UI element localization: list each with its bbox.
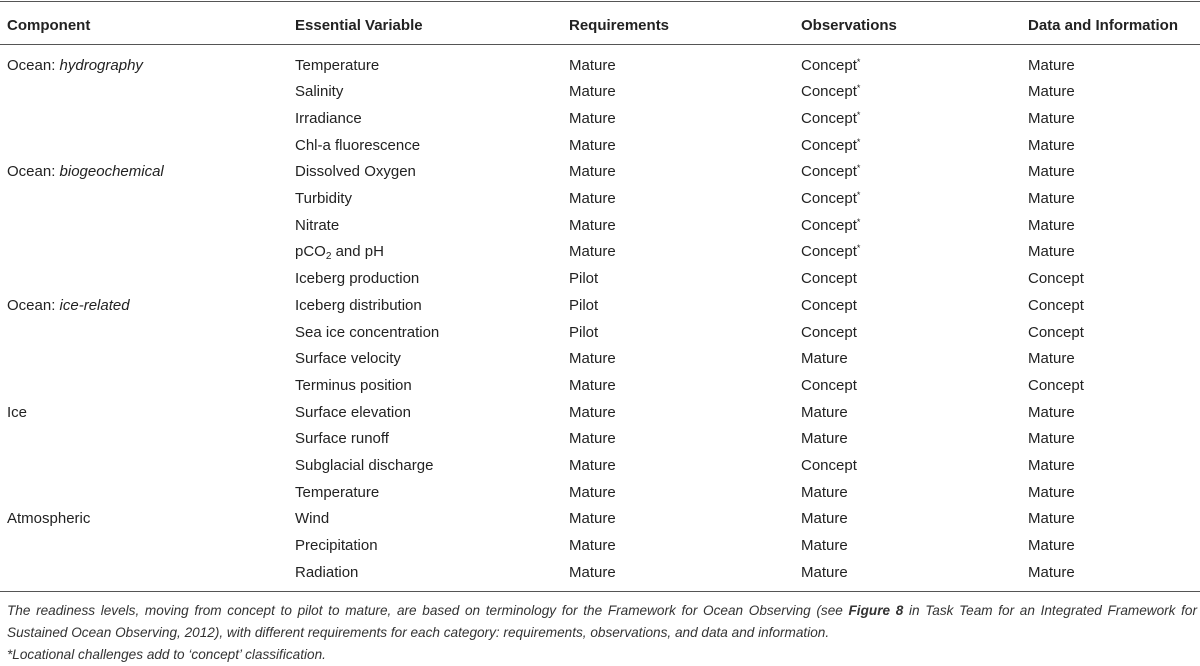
table-header-row: [0, 12, 1200, 40]
table-row: [0, 400, 1200, 427]
variable-cell: Terminus position: [295, 376, 412, 394]
observations-cell: [801, 159, 860, 186]
observations-cell: Concept: [801, 376, 857, 394]
table-row: [0, 266, 1200, 293]
observations-cell: [801, 79, 860, 106]
observations-cell: Mature: [801, 430, 848, 448]
component-cell: Atmospheric: [7, 510, 91, 528]
component-cell: [7, 293, 130, 320]
observations-cell: Concept: [801, 323, 857, 341]
observations-cell: Mature: [801, 483, 848, 501]
figure-reference: Figure 8: [848, 603, 904, 618]
table-row: [0, 159, 1200, 186]
requirements-cell: Mature: [569, 109, 616, 127]
variable-cell: Chl-a fluorescence: [295, 136, 421, 154]
requirements-cell: Mature: [569, 430, 616, 448]
component-prefix: Ocean:: [7, 163, 60, 181]
footnote-text-part-1: The readiness levels, moving from concept to pilot to mature, are based on terminology for the Framework for Ocean Observing (see: [7, 603, 849, 618]
component-qualifier: biogeochemical: [59, 163, 164, 181]
observations-cell: Mature: [801, 510, 848, 528]
requirements-cell: Mature: [569, 56, 616, 74]
table-row: [0, 453, 1200, 480]
observations-cell: [801, 133, 860, 160]
table-row: [0, 106, 1200, 133]
data-cell: Mature: [1028, 109, 1075, 127]
data-cell: Mature: [1028, 83, 1075, 101]
footnote-text-part-2: in Task Team for an Integrated Framework for Sustained Ocean Observing, 2012), with different requirements for each category: requirements, observations, and data and information.: [7, 603, 1198, 640]
data-cell: Mature: [1028, 403, 1075, 421]
observations-cell: Mature: [801, 350, 848, 368]
variable-cell: Nitrate: [295, 216, 340, 234]
variable-cell: Sea ice concentration: [295, 323, 440, 341]
table-row: [0, 560, 1200, 587]
requirements-cell: Pilot: [569, 323, 599, 341]
requirements-cell: Mature: [569, 163, 616, 181]
table-footnote: [7, 600, 1197, 666]
table-row: [0, 293, 1200, 320]
component-cell: [7, 53, 143, 80]
requirements-cell: Pilot: [569, 270, 599, 288]
footnote-asterisk-note: *Locational challenges add to ‘concept’ classification.: [7, 647, 326, 662]
observations-value: Concept: [801, 136, 857, 154]
table-row: [0, 480, 1200, 507]
requirements-cell: Mature: [569, 510, 616, 528]
asterisk-mark: *: [856, 136, 861, 147]
data-cell: Mature: [1028, 350, 1075, 368]
header-observations: Observations: [801, 17, 897, 34]
observations-cell: [801, 213, 860, 240]
asterisk-mark: *: [856, 109, 861, 120]
observations-cell: Mature: [801, 403, 848, 421]
variable-cell: Temperature: [295, 483, 380, 501]
data-cell: Mature: [1028, 163, 1075, 181]
observations-cell: [801, 106, 860, 133]
pco2-prefix: pCO: [295, 243, 326, 261]
table-top-rule: [0, 1, 1200, 2]
table-bottom-rule: [0, 591, 1200, 592]
observations-value: Concept: [801, 163, 857, 181]
requirements-cell: Mature: [569, 457, 616, 474]
variable-cell: [295, 239, 384, 266]
observations-cell: Concept: [801, 270, 857, 288]
requirements-cell: Mature: [569, 403, 616, 421]
requirements-cell: Mature: [569, 537, 616, 555]
data-cell: Mature: [1028, 216, 1075, 234]
variable-cell: Turbidity: [295, 190, 352, 207]
data-cell: Mature: [1028, 510, 1075, 528]
table-row: [0, 426, 1200, 453]
variable-cell: Dissolved Oxygen: [295, 163, 416, 181]
header-data-and-information: Data and Information: [1028, 17, 1179, 34]
observations-cell: Mature: [801, 563, 848, 581]
requirements-cell: Mature: [569, 190, 616, 207]
table-row: [0, 186, 1200, 213]
table-row: [0, 320, 1200, 347]
asterisk-mark: *: [856, 56, 861, 67]
table-row: [0, 53, 1200, 80]
component-prefix: Ocean:: [7, 56, 60, 74]
component-cell: [7, 159, 164, 186]
data-cell: Mature: [1028, 136, 1075, 154]
variable-cell: Subglacial discharge: [295, 457, 434, 474]
data-cell: Mature: [1028, 190, 1075, 207]
component-qualifier: hydrography: [59, 56, 143, 74]
variable-cell: Radiation: [295, 563, 359, 581]
observations-cell: Mature: [801, 537, 848, 555]
variable-cell: Precipitation: [295, 537, 378, 555]
requirements-cell: Mature: [569, 243, 616, 261]
table-header-rule: [0, 44, 1200, 45]
component-cell: Ice: [7, 403, 28, 421]
observations-value: Concept: [801, 83, 857, 101]
header-component: Component: [7, 17, 91, 34]
data-cell: Mature: [1028, 563, 1075, 581]
variable-cell: Surface runoff: [295, 430, 389, 448]
component-qualifier: ice-related: [59, 296, 130, 314]
asterisk-mark: *: [856, 190, 861, 200]
requirements-cell: Mature: [569, 483, 616, 501]
variable-cell: Salinity: [295, 83, 344, 101]
requirements-cell: Mature: [569, 350, 616, 368]
data-cell: Mature: [1028, 483, 1075, 501]
observations-value: Concept: [801, 56, 857, 74]
variable-cell: Temperature: [295, 56, 380, 74]
requirements-cell: Mature: [569, 376, 616, 394]
asterisk-mark: *: [856, 216, 861, 227]
observations-value: Concept: [801, 216, 857, 234]
data-cell: Mature: [1028, 537, 1075, 555]
variable-cell: Wind: [295, 510, 330, 528]
variable-cell: Surface elevation: [295, 403, 411, 421]
data-cell: Concept: [1028, 270, 1084, 288]
component-prefix: Ocean:: [7, 296, 60, 314]
table-row: [0, 346, 1200, 373]
observations-value: Concept: [801, 109, 857, 127]
requirements-cell: Mature: [569, 563, 616, 581]
data-cell: Concept: [1028, 323, 1084, 341]
observations-cell: [801, 53, 860, 80]
data-cell: Concept: [1028, 376, 1084, 394]
table-row: [0, 133, 1200, 160]
footnote-readiness-text: [7, 600, 1197, 644]
variable-cell: Surface velocity: [295, 350, 401, 368]
observations-cell: [801, 239, 860, 266]
header-essential-variable: Essential Variable: [295, 17, 423, 34]
requirements-cell: Mature: [569, 216, 616, 234]
variable-cell: Iceberg distribution: [295, 296, 422, 314]
observations-cell: Concept: [801, 296, 857, 314]
asterisk-mark: *: [856, 243, 861, 254]
data-cell: Mature: [1028, 430, 1075, 448]
table-row: [0, 533, 1200, 560]
table-row: [0, 373, 1200, 400]
data-cell: Mature: [1028, 56, 1075, 74]
data-cell: Mature: [1028, 457, 1075, 474]
observations-value: Concept: [801, 243, 857, 261]
asterisk-mark: *: [856, 83, 861, 94]
table-row: [0, 79, 1200, 106]
observations-cell: [801, 186, 860, 213]
table-row: [0, 239, 1200, 266]
table-row: [0, 213, 1200, 240]
variable-cell: Iceberg production: [295, 270, 420, 288]
table-row: [0, 506, 1200, 533]
data-cell: Mature: [1028, 243, 1075, 261]
requirements-cell: Mature: [569, 83, 616, 101]
asterisk-mark: *: [856, 163, 861, 174]
observations-value: Concept: [801, 190, 857, 207]
header-requirements: Requirements: [569, 17, 670, 34]
requirements-cell: Mature: [569, 136, 616, 154]
pco2-subscript: 2: [325, 251, 332, 263]
data-cell: Concept: [1028, 296, 1084, 314]
pco2-suffix: and pH: [331, 243, 384, 261]
variable-cell: Irradiance: [295, 109, 362, 127]
requirements-cell: Pilot: [569, 296, 599, 314]
observations-cell: Concept: [801, 457, 857, 474]
